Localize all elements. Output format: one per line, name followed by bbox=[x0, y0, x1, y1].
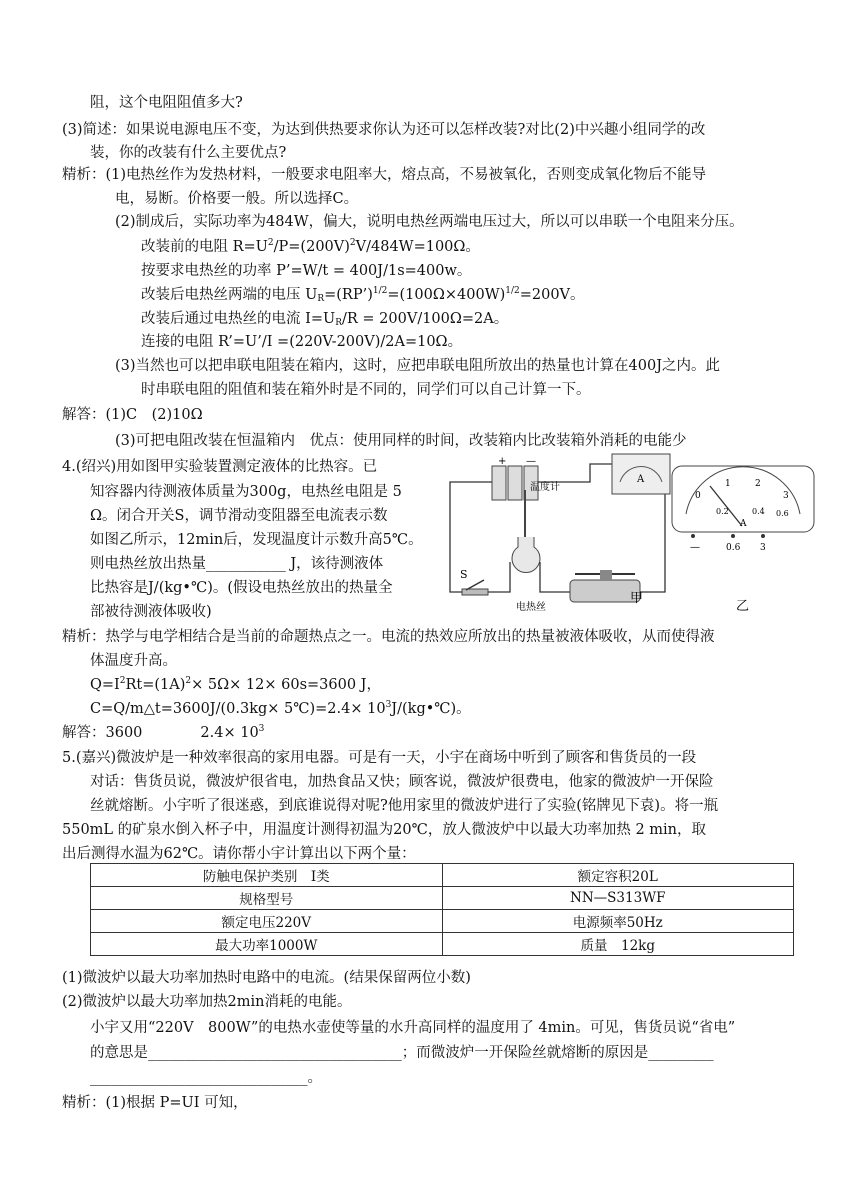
text-line: (3)简述：如果说电源电压不变，为达到供热要求你认为还可以怎样改装?对比(2)中兴趣小组同学的改 bbox=[62, 122, 706, 138]
dial-unit-label: A bbox=[740, 519, 747, 529]
text-line: 比热容是J/(kg•℃)。(假设电热丝放出的热量全 bbox=[90, 580, 393, 596]
scale-0-6: 0.6 bbox=[776, 509, 789, 518]
scale-0-2: 0.2 bbox=[716, 507, 729, 516]
text-line: 丝就熔断。小宇听了很迷惑，到底谁说得对呢?他用家里的微波炉进行了实验(铭牌见下袁)。将一瓶 bbox=[90, 798, 719, 814]
ammeter-label: A bbox=[637, 474, 645, 485]
nameplate-table bbox=[90, 863, 794, 956]
switch-label: S bbox=[460, 568, 468, 581]
terminal-minus-label: — bbox=[690, 542, 700, 553]
terminal-06-label: 0.6 bbox=[726, 543, 741, 553]
text-line: 解答：(1)C (2)10Ω bbox=[62, 407, 203, 423]
table-cell: 电源频率50Hz bbox=[442, 910, 794, 933]
text-line: 按要求电热丝的功率 P’=W/t = 400J/1s=400w。 bbox=[141, 263, 472, 279]
formula-line: 解答：3600 $2.4\times 10^3$ bbox=[62, 724, 265, 741]
table-row bbox=[91, 864, 794, 887]
text-line: 时串联电阻的阻值和装在箱外时是不同的，同学们可以自己计算一下。 bbox=[141, 382, 591, 398]
text-line: 对话：售货员说，微波炉很省电，加热食品又快；顾客说，微波炉很费电，他家的微波炉一开保险 bbox=[90, 774, 714, 790]
table-cell: 防触电保护类别 I类 bbox=[91, 864, 443, 887]
table-cell: 最大功率1000W bbox=[91, 933, 443, 956]
text-line: 5.(嘉兴)微波炉是一种效率很高的家用电器。可是有一天，小宇在商场中听到了顾客和售货员的一段 bbox=[62, 750, 697, 766]
text-line: 部被待测液体吸收) bbox=[90, 604, 212, 620]
text-line: 如图乙所示，12min后，发现温度计示数升高5℃。 bbox=[90, 532, 423, 548]
text-line: 知容器内待测液体质量为300g，电热丝电阻是 5 bbox=[90, 484, 402, 500]
thermometer-label: 温度计 bbox=[530, 482, 560, 493]
text-line: 精析：热学与电学相结合是当前的命题热点之一。电流的热效应所放出的热量被液体吸收，从而使得液 bbox=[62, 629, 715, 645]
table-cell: NN—S313WF bbox=[442, 887, 794, 910]
scale-2: 2 bbox=[755, 479, 761, 489]
text-line: (3)可把电阻改装在恒温箱内 优点：使用同样的时间，改装箱内比改装箱外消耗的电能少 bbox=[115, 433, 687, 449]
text-line: 550mL 的矿泉水倒入杯子中，用温度计测得初温为20℃，放人微波炉中以最大功率加热 2 min，取 bbox=[62, 822, 707, 838]
formula-line: 改装后电热丝两端的电压 $U_R=(RP’)^{1/2}=(100\Omega\times 400W)^{1/2}=200V$。 bbox=[141, 286, 585, 304]
battery-minus-label: — bbox=[526, 456, 536, 467]
text-line: 阻，这个电阻阻值多大? bbox=[90, 95, 243, 111]
text-line: 则电热丝放出热量___________ J，该待测液体 bbox=[90, 556, 384, 572]
text-line: (3)当然也可以把串联电阻装在箱内，这时，应把串联电阻所放出的热量也计算在400J之内。此 bbox=[115, 358, 721, 374]
scale-0: 0 bbox=[695, 491, 701, 501]
table-cell: 质量 12kg bbox=[442, 933, 794, 956]
heater-label: 电热丝 bbox=[516, 602, 546, 613]
formula-line: 改装后通过电热丝的电流 $I=U_R/R = 200V/100\Omega=2A$。 bbox=[141, 311, 509, 328]
scale-1: 1 bbox=[725, 479, 731, 489]
table-row bbox=[91, 910, 794, 933]
battery-plus-label: + bbox=[498, 456, 507, 467]
table-cell: 额定容积20L bbox=[442, 864, 794, 887]
formula-line: $Q=I^2Rt=(1A)^2\times 5\Omega\times 12\times 60s=3600$ J， bbox=[90, 676, 381, 693]
scale-0-4: 0.4 bbox=[752, 507, 765, 516]
text-line: 小宇又用“220V 800W”的电热水壶使等量的水升高同样的温度用了 4min。可见，售货员说“省电” bbox=[90, 1020, 736, 1036]
text-line: 精析：(1)根据 P=UI 可知， bbox=[62, 1095, 248, 1111]
switch-icon bbox=[462, 580, 488, 595]
text-line: (2)制成后，实际功率为484W，偏大，说明电热丝两端电压过大，所以可以串联一个电阻来分压。 bbox=[115, 214, 744, 230]
flask-icon bbox=[512, 537, 540, 572]
figure-jia-label: 甲 bbox=[630, 591, 644, 606]
experiment-figure bbox=[440, 452, 820, 624]
text-line: 出后测得水温为62℃。请你帮小宇计算出以下两个量： bbox=[62, 846, 416, 862]
table-row bbox=[91, 887, 794, 910]
formula-line: 改装前的电阻 $R=U^2/P=(200V)^2V/484W=100\Omega$。 bbox=[141, 238, 480, 255]
text-line: 连接的电阻 R’=U’/I =(220V-200V)/2A=10Ω。 bbox=[141, 334, 463, 350]
formula-line: C=Q/m△t=3600J/(0.3kg× 5℃)=2.4× $10^3J/(kg•℃)$。 bbox=[90, 700, 471, 717]
figure-yi-label: 乙 bbox=[736, 599, 750, 614]
text-line: Ω。闭合开关S，调节滑动变阻器至电流表示数 bbox=[90, 508, 388, 524]
text-line: (2)微波炉以最大功率加热2min消耗的电能。 bbox=[62, 994, 352, 1010]
text-line: (1)微波炉以最大功率加热时电路中的电流。(结果保留两位小数) bbox=[62, 970, 471, 986]
text-line: 电，易断。价格要一般。所以选择C。 bbox=[115, 191, 359, 207]
text-line: 的意思是___________________________________；而微波炉一开保险丝就熔断的原因是_________ bbox=[90, 1045, 714, 1061]
text-line: 装，你的改装有什么主要优点? bbox=[90, 145, 287, 161]
text-line: ______________________________。 bbox=[90, 1070, 322, 1086]
scale-3: 3 bbox=[783, 491, 789, 501]
text-line: 体温度升高。 bbox=[90, 653, 177, 669]
terminal-3-label: 3 bbox=[760, 543, 766, 553]
table-cell: 额定电压220V bbox=[91, 910, 443, 933]
table-row bbox=[91, 933, 794, 956]
text-line: 4.(绍兴)用如图甲实验装置测定液体的比热容。已 bbox=[62, 459, 378, 475]
table-cell: 规格型号 bbox=[91, 887, 443, 910]
text-line: 精析：(1)电热丝作为发热材料，一般要求电阻率大，熔点高，不易被氧化，否则变成氧化物后不能导 bbox=[62, 167, 707, 183]
